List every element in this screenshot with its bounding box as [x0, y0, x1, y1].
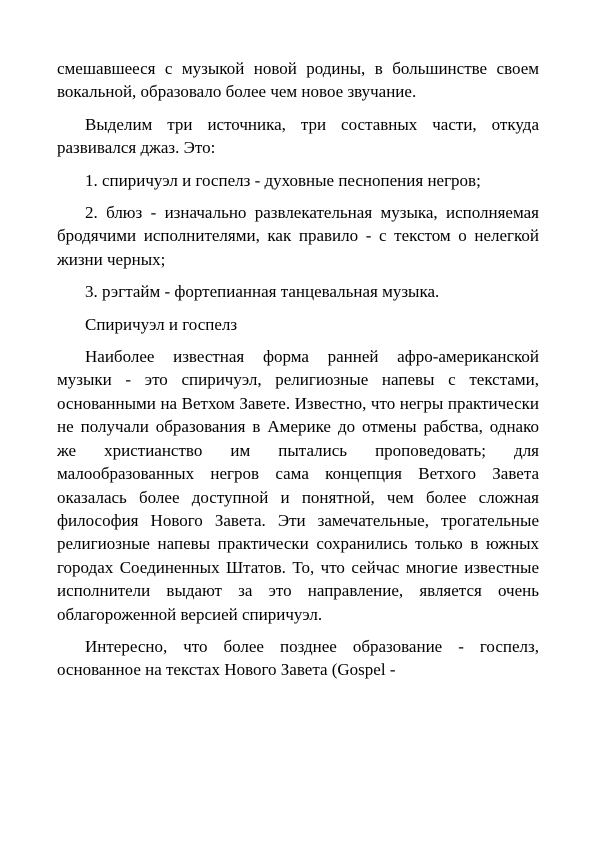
document-page	[57, 57, 539, 691]
paragraph-spiritual-description: Наиболее известная форма ранней афро-американской музыки - это спиричуэл, религиозные напевы с текстами, основанными на Ветхом Завете. Известно, что негры практически не получали образования в Америке до отмены рабства, однако же христианство им пытались проповедовать; для малообразованных негров сама концепция Ветхого Завета оказалась более доступной и понятной, чем более сложная философия Нового Завета. Эти замечательные, трогательные религиозные напевы практически сохранились только в южных городах Соединенных Штатов. То, что сейчас многие известные исполнители выдают за это направление, является очень облагороженной версией спиричуэл.	[57, 347, 539, 624]
paragraph-continuation: смешавшееся с музыкой новой родины, в большинстве своем вокальной, образовало более чем новое звучание.	[57, 59, 539, 102]
paragraph-three-sources: Выделим три источника, три составных части, откуда развивался джаз. Это:	[57, 114, 539, 158]
list-item-ragtime: 3. рэгтайм - фортепианная танцевальная музыка.	[85, 282, 440, 302]
paragraph-gospel-intro: Интересно, что более позднее образование - госпелз, основанное на текстах Нового Завета (Gospel -	[57, 636, 539, 680]
section-heading: Спиричуэл и госпелз	[85, 314, 238, 334]
list-item-blues: 2. блюз - изначально развлекательная музыка, исполняемая бродячими исполнителями, как правило - с текстом о нелегкой жизни черных;	[57, 203, 539, 269]
list-item-spiritual: 1. спиричуэл и госпелз - духовные песнопения негров;	[85, 170, 481, 190]
